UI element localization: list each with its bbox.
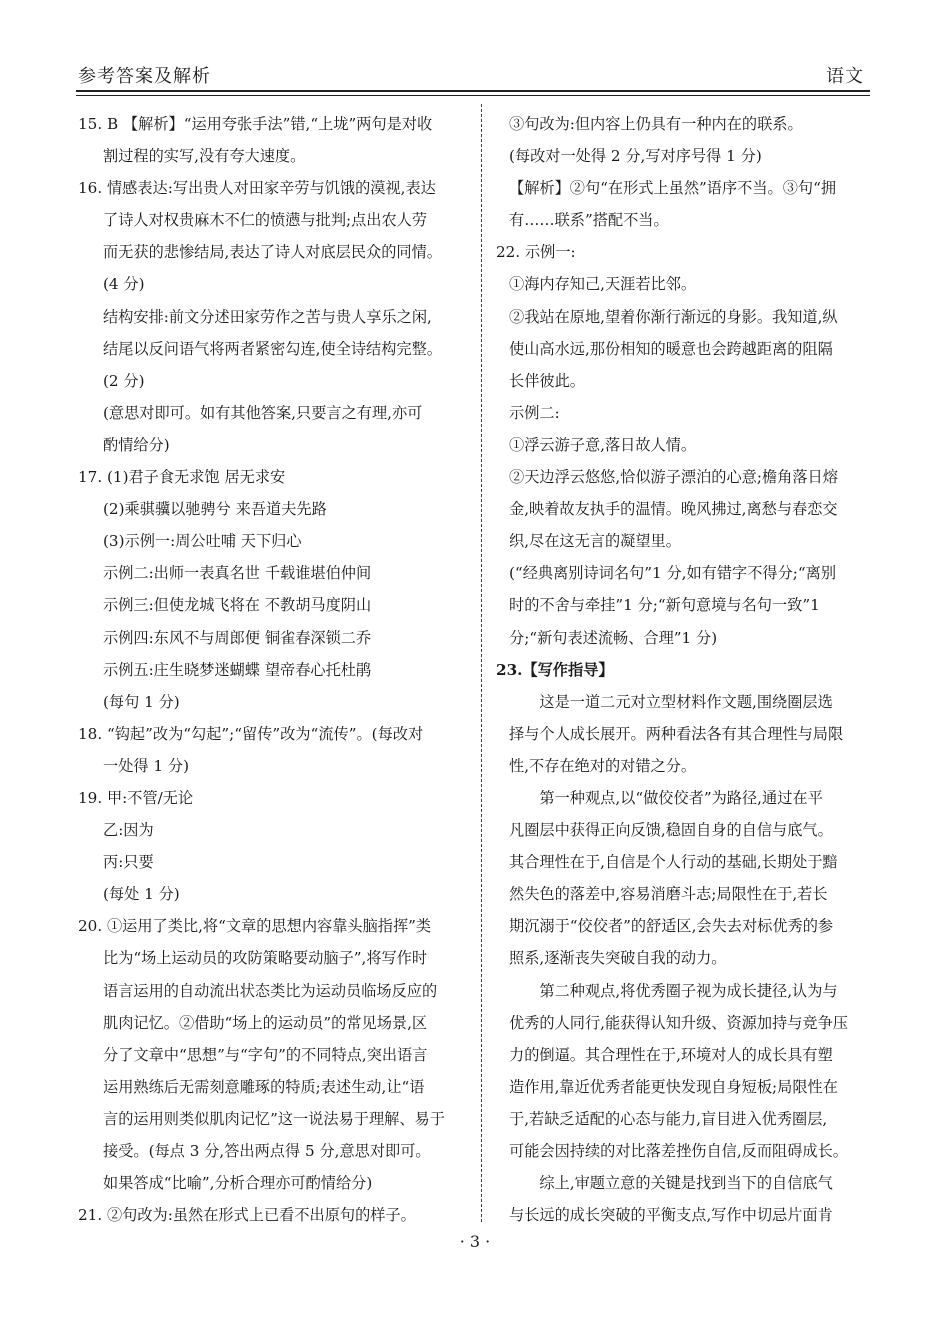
text-line: 长伴彼此。: [509, 371, 585, 390]
text-line: 期沉溺于“佼佼者”的舒适区,会失去对标优秀的参: [509, 917, 834, 936]
header-rule-thick: [76, 90, 870, 92]
text-line: 语言运用的自动流出状态类比为运动员临场反应的: [103, 981, 438, 1000]
text-line: 17. (1)君子食无求饱 居无求安: [78, 468, 286, 487]
text-line: (意思对即可。如有其他答案,只要言之有理,亦可: [103, 403, 423, 422]
text-line: ②我站在原地,望着你渐行渐远的身影。我知道,纵: [509, 307, 838, 326]
text-line: 使山高水远,那份相知的暖意也会跨越距离的阻隔: [509, 339, 833, 358]
text-line: 综上,审题立意的关键是找到当下的自信底气: [539, 1174, 833, 1193]
text-line: 丙:只要: [103, 853, 154, 872]
text-line: (“经典离别诗词名句”1 分,如有错字不得分;“离别: [509, 564, 837, 583]
text-line: 示例二:出师一表真名世 千载谁堪伯仲间: [103, 564, 372, 583]
text-line: ①海内存知己,天涯若比邻。: [509, 275, 697, 294]
text-line: 如果答成“比喻”,分析合理亦可酌情给分): [103, 1174, 373, 1193]
text-line: 接受。(每点 3 分,答出两点得 5 分,意思对即可。: [103, 1142, 431, 1160]
left-column: [78, 108, 470, 1231]
right-column: [496, 108, 874, 1231]
text-line: 了诗人对权贵麻木不仁的愤懑与批判;点出农人劳: [103, 211, 428, 230]
text-line: 凡圈层中获得正向反馈,稳固自身的自信与底气。: [509, 821, 833, 840]
text-line: 性,不存在绝对的对错之分。: [509, 756, 697, 775]
text-line: 20. ①运用了类比,将“文章的思想内容靠头脑指挥”类: [78, 917, 432, 936]
column-divider: [481, 104, 482, 1222]
text-line: 示例五:庄生晓梦迷蝴蝶 望帝春心托杜鹃: [103, 660, 372, 679]
text-line: (2)乘骐骥以驰骋兮 来吾道夫先路: [103, 500, 327, 519]
text-line: (3)示例一:周公吐哺 天下归心: [103, 532, 302, 551]
text-line: 16. 情感表达:写出贵人对田家辛劳与饥饿的漠视,表达: [78, 179, 436, 198]
text-line: 力的倒逼。其合理性在于,环境对人的成长具有塑: [509, 1045, 833, 1064]
text-line: 示例四:东风不与周郎便 铜雀春深锁二乔: [103, 628, 372, 647]
text-line: 21. ②句改为:虽然在形式上已看不出原句的样子。: [78, 1206, 416, 1225]
text-line: 18. “钩起”改为“勾起”;“留传”改为“流传”。(每改对: [78, 724, 424, 743]
text-line: 酌情给分): [103, 435, 170, 454]
text-line: (每处 1 分): [103, 885, 180, 904]
text-line: ①浮云游子意,落日故人情。: [509, 435, 697, 454]
text-line: 而无获的悲惨结局,表达了诗人对底层民众的同情。: [103, 243, 442, 262]
text-line: 择与个人成长展开。两种看法各有其合理性与局限: [509, 724, 844, 743]
text-line: 可能会因持续的对比落差挫伤自信,反而阻碍成长。: [509, 1142, 848, 1160]
text-line: 这是一道二元对立型材料作文题,围绕圈层选: [539, 692, 833, 711]
header-title: 参考答案及解析: [78, 66, 211, 87]
text-line: 15. B 【解析】“运用夸张手法”错,“上垅”两句是对收: [78, 115, 433, 133]
text-line: 割过程的实写,没有夸大速度。: [103, 147, 306, 166]
text-line: ②天边浮云悠悠,恰似游子漂泊的心意;檐角落日熔: [509, 468, 838, 487]
text-line: 示例二:: [509, 403, 560, 422]
text-line: 乙:因为: [103, 821, 154, 840]
text-line: 有……联系”搭配不当。: [509, 211, 669, 230]
text-line: 其合理性在于,自信是个人行动的基础,长期处于黯: [509, 853, 838, 872]
text-line: 优秀的人同行,能获得认知升级、资源加持与竞争压: [509, 1013, 848, 1032]
text-line: 肌肉记忆。②借助“场上的运动员”的常见场景,区: [103, 1013, 428, 1032]
text-line: 运用熟练后无需刻意雕琢的特质;表述生动,让“语: [103, 1077, 425, 1096]
text-line: 结构安排:前文分述田家劳作之苦与贵人享乐之闲,: [103, 307, 432, 326]
header-rule-thin: [76, 95, 870, 96]
text-line: 22. 示例一:: [496, 243, 576, 262]
text-line: 言的运用则类似肌肉记忆”这一说法易于理解、易于: [103, 1109, 445, 1128]
text-line: 示例三:但使龙城飞将在 不教胡马度阴山: [103, 596, 372, 615]
text-line: 然失色的落差中,容易消磨斗志;局限性在于,若长: [509, 885, 828, 904]
text-line: ③句改为:但内容上仍具有一种内在的联系。: [509, 115, 803, 133]
text-line: (4 分): [103, 275, 145, 294]
text-line: 分了文章中“思想”与“字句”的不同特点,突出语言: [103, 1045, 428, 1064]
text-line: 时的不舍与牵挂”1 分;“新句意境与名句一致”1: [509, 596, 820, 615]
text-line: (每改对一处得 2 分,写对序号得 1 分): [509, 147, 762, 166]
page-number: · 3 ·: [459, 1232, 491, 1251]
text-line: 第一种观点,以“做佼佼者”为路径,通过在平: [539, 788, 823, 807]
text-line: (2 分): [103, 371, 145, 390]
text-line: 照系,逐渐丧失突破自我的动力。: [509, 949, 727, 968]
text-line: 【解析】②句“在形式上虽然”语序不当。③句“拥: [509, 179, 837, 198]
text-line: 与长远的成长突破的平衡支点,写作中切忌片面肯: [509, 1206, 833, 1225]
text-line: 一处得 1 分): [103, 756, 189, 775]
text-line: 造作用,靠近优秀者能更快发现自身短板;局限性在: [509, 1077, 838, 1096]
text-line: 比为“场上运动员的攻防策略要动脑子”,将写作时: [103, 949, 428, 968]
text-line: 第二种观点,将优秀圈子视为成长捷径,认为与: [539, 981, 838, 1000]
text-line: 19. 甲:不管/无论: [78, 788, 194, 807]
text-line: 金,映着故友执手的温情。晚风拂过,离愁与春恋交: [509, 500, 838, 519]
text-line: 于,若缺乏适配的心态与能力,盲目进入优秀圈层,: [509, 1109, 828, 1128]
subject-label: 语文: [826, 66, 864, 87]
text-line: 织,尽在这无言的凝望里。: [509, 532, 681, 551]
text-line: 结尾以反问语气将两者紧密勾连,使全诗结构完整。: [103, 339, 442, 358]
text-line: 分;“新句表述流畅、合理”1 分): [509, 628, 718, 647]
text-line: 23.【写作指导】: [496, 660, 614, 679]
text-line: (每句 1 分): [103, 692, 180, 711]
